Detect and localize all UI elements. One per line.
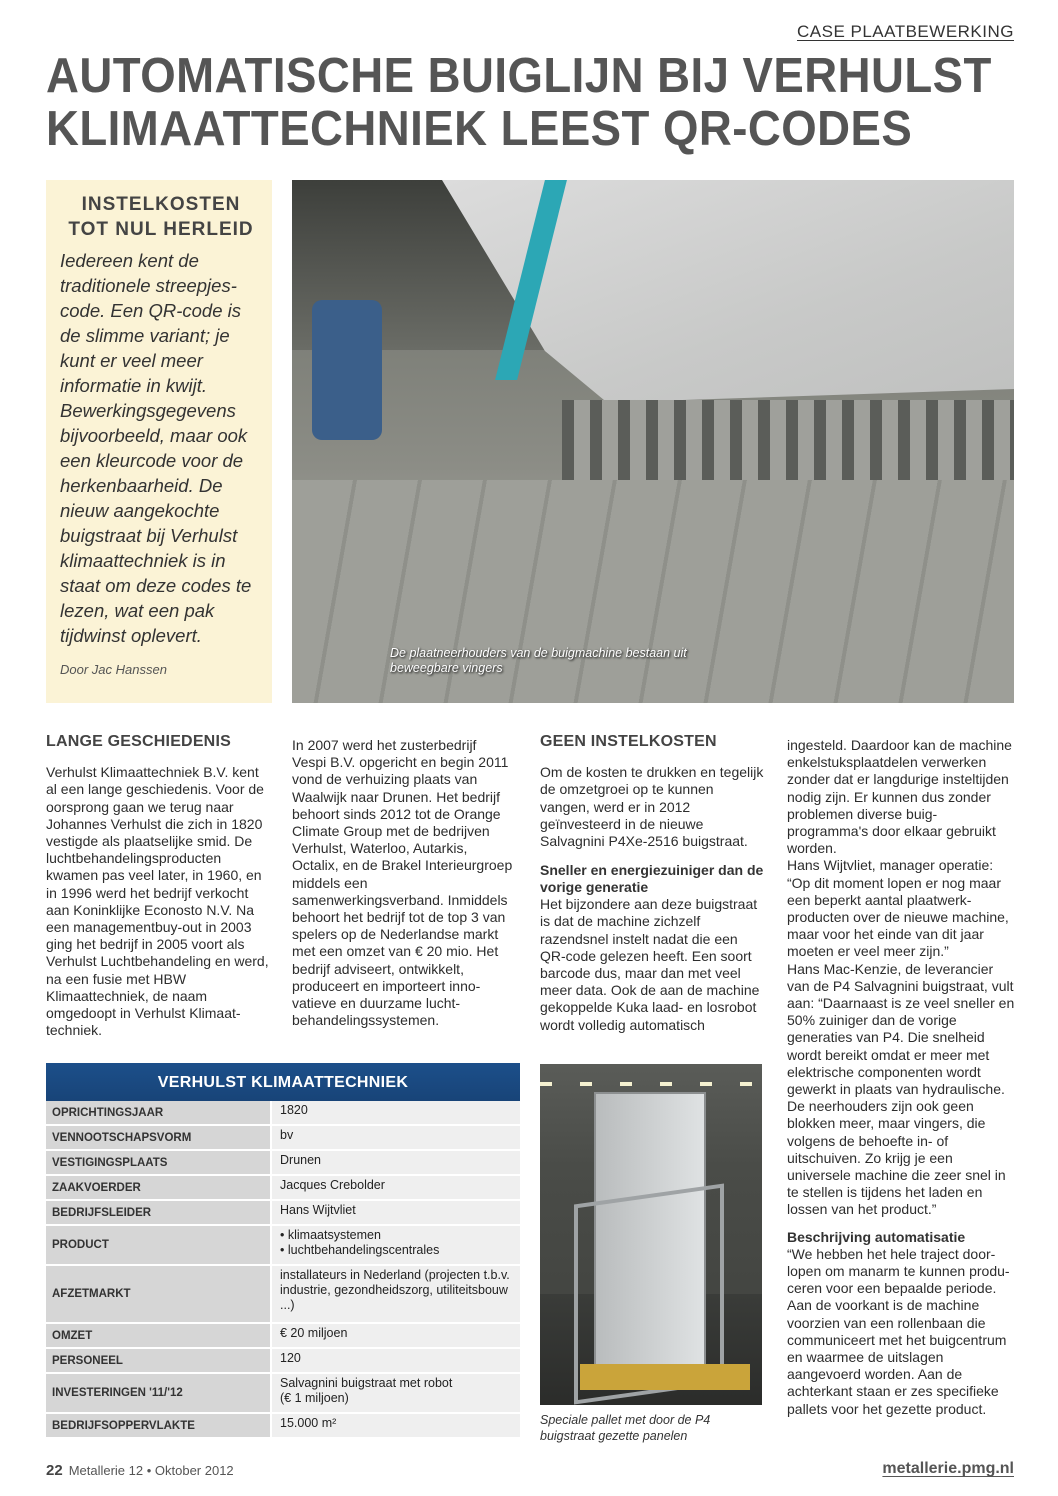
factbox-value: Drunen <box>272 1151 520 1174</box>
factbox-value: € 20 miljoen <box>272 1324 520 1347</box>
lede-title <box>60 192 262 242</box>
photo-robot <box>312 300 382 440</box>
footer-left <box>46 1462 234 1479</box>
factbox-label: VENNOOTSCHAPSVORM <box>46 1126 272 1149</box>
headline-line1: AUTOMATISCHE BUIGLIJN BIJ VERHULST <box>46 49 992 103</box>
factbox-label: AFZETMARKT <box>46 1266 272 1322</box>
factbox-row <box>46 1101 520 1126</box>
website-link[interactable]: metallerie.pmg.nl <box>882 1460 1014 1477</box>
column-4 <box>787 737 1015 1418</box>
photo-pallet <box>540 1064 762 1405</box>
factbox-title: VERHULST KLIMAATTECHNIEK <box>46 1063 520 1101</box>
factbox-row <box>46 1176 520 1201</box>
factbox-value: Jacques Crebolder <box>272 1176 520 1199</box>
factbox-label: OPRICHTINGSJAAR <box>46 1101 272 1124</box>
column4-para1: ingesteld. Daardoor kan de machine enkelstuksplaatdelen verwerken zonder dat er langdurige insteltijden nodig zijn. Er kunnen dus zonder problemen diverse buig-programma's door elkaar gebruikt worden. <box>787 737 1012 857</box>
factbox-label: PRODUCT <box>46 1226 272 1264</box>
factbox-value: 120 <box>272 1349 520 1372</box>
photo1-caption: De plaatneerhouders van de buigmachine bestaan uit beweegbare vingers <box>390 646 687 675</box>
factbox-value: 1820 <box>272 1101 520 1124</box>
factbox-label: PERSONEEL <box>46 1349 272 1372</box>
lede-title-line1: INSTELKOSTEN <box>81 194 241 215</box>
factbox-rows <box>46 1101 520 1439</box>
column-3 <box>540 733 766 1034</box>
factbox-value: 15.000 m² <box>272 1414 520 1437</box>
column3-subheading: Sneller en energiezuiniger dan de vorige generatie <box>540 862 764 896</box>
photo-bending-machine <box>292 180 1014 703</box>
factbox-row <box>46 1349 520 1374</box>
page-number: 22 <box>46 1462 63 1479</box>
lede-title-line2: TOT NUL HERLEID <box>68 219 254 240</box>
company-factbox <box>46 1063 520 1443</box>
photo2-pallet <box>580 1364 750 1390</box>
factbox-label: BEDRIJFSLEIDER <box>46 1201 272 1224</box>
factbox-label: INVESTERINGEN '11/'12 <box>46 1374 272 1412</box>
photo2-lights <box>540 1082 762 1086</box>
factbox-row <box>46 1201 520 1226</box>
author-byline: Door Jac Hanssen <box>60 662 167 677</box>
column3-para2: Het bijzondere aan deze buigstraat is dat de machine zichzelf razendsnel instelt nadat die een QR-code gelezen heeft. Een soort barcode dus, maar dan met veel meer data. Ook de aan de machine gekoppelde Kuka laad- en losrobot wordt volledig automatisch <box>540 896 760 1033</box>
factbox-row <box>46 1374 520 1414</box>
headline-line2: KLIMAATTECHNIEK LEEST QR-CODES <box>46 102 913 156</box>
factbox-label: ZAAKVOERDER <box>46 1176 272 1199</box>
factbox-row <box>46 1266 520 1324</box>
lede-box <box>46 180 272 703</box>
factbox-row <box>46 1226 520 1266</box>
photo2-caption: Speciale pallet met door de P4 buigstraat gezette panelen <box>540 1413 711 1443</box>
column4-subheading: Beschrijving automatisatie <box>787 1228 966 1245</box>
section-tag: CASE PLAATBEWERKING <box>796 22 1014 41</box>
factbox-label: BEDRIJFSOPPERVLAKTE <box>46 1414 272 1437</box>
factbox-row <box>46 1126 520 1151</box>
lede-body: Iedereen kent de traditionele streepjes-code. Een QR-code is de slimme variant; je kunt er veel meer informatie in kwijt. Bewerkingsgegevens bijvoorbeeld, maar ook een kleurcode voor de herkenbaarheid. De nieuw aangekochte buigstraat bij Verhulst klimaattechniek is in staat om deze codes te lezen, wat een pak tijdwinst oplevert. <box>60 250 252 646</box>
column1-body: Verhulst Klimaattechniek B.V. kent al een lange geschiedenis. Voor de oorsprong gaan we terug naar Johannes Verhulst die zich in 1820 vestigde als plaatselijke smid. De luchtbehandelingsproducten kwamen pas veel later, in 1960, en in 1996 werd het bedrijf verkocht aan Koninklijke Econosto N.V. Na een managementbuy-out in 2003 ging het bedrijf in 2005 voort als Verhulst Luchtbehandeling en werd, na een fusie met HBW Klimaattechniek, de naam omgedoopt in Verhulst Klimaat-techniek. <box>46 764 269 1039</box>
factbox-row <box>46 1414 520 1439</box>
factbox-value: bv <box>272 1126 520 1149</box>
column-1 <box>46 733 272 1039</box>
issue-info: Metallerie 12 • Oktober 2012 <box>68 1463 234 1478</box>
column3-para1: Om de kosten te drukken en tegelijk de omzetgroei op te kunnen vangen, werd er in 2012 geïnvesteerd in de nieuwe Salvagnini P4Xe-2516 buigstraat. <box>540 764 764 850</box>
headline <box>46 49 992 156</box>
column1-heading: LANGE GESCHIEDENIS <box>46 733 231 750</box>
column-2 <box>292 737 514 1029</box>
factbox-value: installateurs in Nederland (projecten t.b.v. industrie, gezondheidszorg, utiliteitsbouw ...) <box>272 1266 520 1322</box>
factbox-row <box>46 1324 520 1349</box>
factbox-value: Salvagnini buigstraat met robot (€ 1 miljoen) <box>272 1374 520 1412</box>
factbox-value: • klimaatsystemen • luchtbehandelingscentrales <box>272 1226 520 1264</box>
factbox-value: Hans Wijtvliet <box>272 1201 520 1224</box>
factbox-label: OMZET <box>46 1324 272 1347</box>
column3-heading: GEEN INSTELKOSTEN <box>540 733 717 750</box>
column4-para3: Hans Mac-Kenzie, de leverancier van de P4 Salvagnini buigstraat, vult aan: “Daarnaast is ze veel sneller en 50% zuiniger dan de vorige generaties van P4. Die snelheid wordt bereikt omdat er meer met elektrische componenten wordt gewerkt in plaats van hydraulische. De neerhouders zijn ook geen blokken meer, maar vingers, die volgens de behoefte in- of uitschuiven. Zo krijg je een universele machine die zeer snel in te stellen is tijdens het laden en lossen van het product.” <box>787 960 1015 1218</box>
factbox-row <box>46 1151 520 1176</box>
column2-body: In 2007 werd het zusterbedrijf Vespi B.V. opgericht en begin 2011 vond de verhuizing plaats van Waalwijk naar Drunen. Het bedrijf behoort sinds 2012 tot de Orange Climate Group met de bedrijven Verhulst, Waterloo, Autarkis, Octalix, en de Brakel Interieurgroep middels een samenwerkingsverband. Inmiddels behoort het bedrijf tot de top 3 van spelers op de Nederlandse markt met een omzet van € 20 mio. Het bedrijf adviseert, ontwikkelt, produceert en importeert inno-vatieve en duurzame lucht-behandelingssystemen. <box>292 737 513 1029</box>
factbox-label: VESTIGINGSPLAATS <box>46 1151 272 1174</box>
column4-para4: “We hebben het hele traject door-lopen om manarm te kunnen produ-ceren voor een bepaalde periode. Aan de voorkant is de machine voorzien van een rollenbaan die communiceert met het buigcentrum en waarmee de uitslagen aangevoerd worden. Aan de achterkant staan er zes specifieke pallets voor het gezette product. <box>787 1245 1010 1417</box>
column4-para2: Hans Wijtvliet, manager operatie: “Op dit moment lopen er nog maar een beperkt aantal plaatwerk-producten over de nieuwe machine, maar voor het einde van dit jaar moeten er veel meer zijn.” <box>787 857 1009 960</box>
